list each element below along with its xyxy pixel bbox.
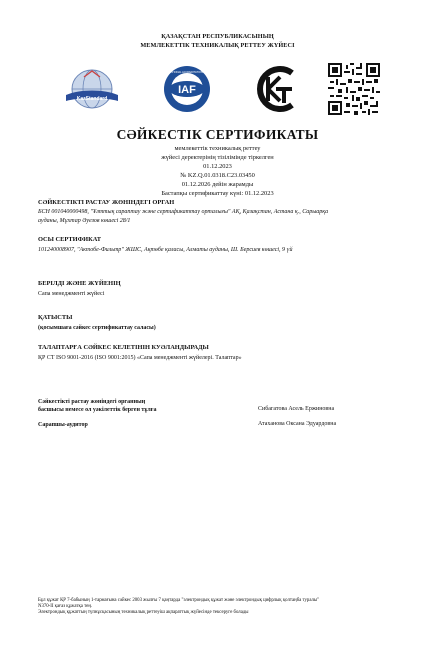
body-line-1: БСН 001040000498, "Ұлттық сараптау және сертификаттау орталығы" АҚ, Қазақстан, Астана қ., Сарыарқа bbox=[38, 209, 329, 215]
registry-line-1: мемлекеттік техникалық реттеу bbox=[174, 145, 261, 152]
header-line-1: ҚАЗАҚСТАН РЕСПУБЛИКАСЫНЫҢ bbox=[161, 33, 274, 40]
registry-date: 01.12.2023 bbox=[203, 163, 232, 170]
globe-logo-icon bbox=[62, 65, 122, 113]
valid-until: 01.12.2026 дейін жарамды bbox=[181, 181, 254, 188]
auditor-name: Атаханова Оксана Эдуардовна bbox=[258, 421, 337, 427]
head-name: Сибагатова Асель Ержиновна bbox=[258, 406, 335, 412]
body-line-2: ауданы, Мұхтар Әуезов көшесі 28/1 bbox=[38, 218, 131, 224]
kt-mark-text: KT bbox=[275, 112, 277, 113]
iaf-logo-icon bbox=[158, 64, 216, 114]
certificate-heading: ОСЫ СЕРТИФИКАТ bbox=[38, 236, 102, 243]
requirements-heading: ТАЛАПТАРҒА СӘЙКЕС КЕЛЕТІНІН КУӘЛАНДЫРАДЫ bbox=[38, 344, 209, 351]
auditor-label: Сарапшы-аудитор bbox=[38, 422, 88, 428]
footer-line-3: Электрондық құжаттың түпнұсқасының техникалық реттеуіш ақпараттық жүйесінде тексеруге болады bbox=[38, 610, 249, 615]
certificate-holder: 101240008907, "Актобе-Фильтр" ЖШС, Ақтөбе қаласы, Алматы ауданы, Ш. Берсиев көшесі, 9 үй bbox=[38, 247, 293, 253]
iaf-ring-text: INTERNATIONAL ACCREDITATION FORUM bbox=[160, 71, 214, 74]
qr-code-icon bbox=[328, 63, 380, 115]
footer-line-2: N370-II қағаз құжатқа тең. bbox=[38, 604, 93, 609]
certificate-title: СӘЙКЕСТІК СЕРТИФИКАТЫ bbox=[116, 127, 319, 142]
head-label-line-2: басшысы немесе ол уәкілеттік берген тұлға bbox=[38, 407, 157, 413]
body-heading: СӘЙКЕСТІКТІ РАСТАУ ЖӨНІНДЕГІ ОРГАН bbox=[38, 199, 175, 206]
globe-logo-text: KazStandard bbox=[76, 96, 108, 102]
system-text: Сапа менеджменті жүйесі bbox=[38, 291, 105, 297]
relation-heading: ҚАТЫСТЫ bbox=[38, 314, 73, 321]
system-heading: БЕРІЛДІ ЖӘНЕ ЖҮЙЕНІҢ bbox=[38, 280, 121, 287]
footer-line-1: Бұл құжат ҚР 7-бабының 1-тармағына сәйкес 2003 жылғы 7 қаңтарда "электрондық құжат және электрондық цифрлық қолтаңба туралы" bbox=[38, 598, 320, 603]
header-line-2: МЕМЛЕКЕТТІК ТЕХНИКАЛЫҚ РЕТТЕУ ЖҮЙЕСІ bbox=[140, 42, 295, 49]
relation-text: (қосымшаға сәйкес сертификаттау саласы) bbox=[38, 325, 156, 331]
head-label-line-1: Сәйкестікті растау жөніндегі органның bbox=[38, 399, 146, 405]
kt-mark-icon bbox=[252, 65, 300, 113]
iaf-logo-text: IAF bbox=[178, 84, 196, 96]
registry-line-2: жүйесі деректерінің тізілімінде тіркелген bbox=[161, 154, 274, 161]
certificate-number: № KZ.Q.01.0318.C23.03450 bbox=[180, 172, 255, 179]
logos-row bbox=[0, 63, 435, 115]
initial-certification-date: Бастапқы сертификаттау күні: 01.12.2023 bbox=[161, 190, 274, 197]
requirements-text: ҚР СТ ISO 9001-2016 (ISO 9001:2015) «Сапа менеджменті жүйелері. Талаптар» bbox=[38, 355, 242, 361]
